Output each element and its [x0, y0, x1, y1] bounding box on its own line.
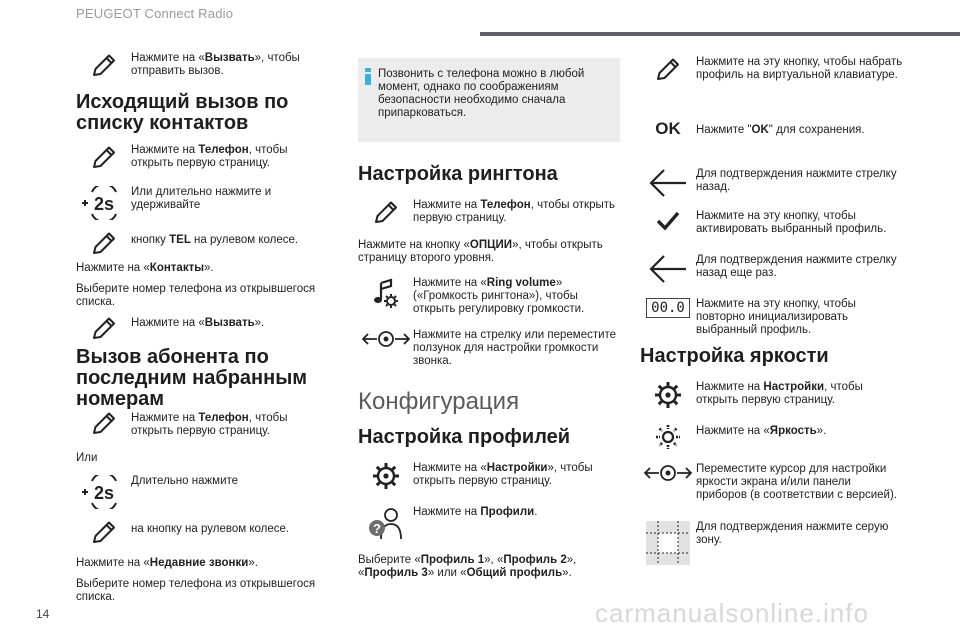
step-back-arrow: Для подтверждения нажмите стрелку назад. [640, 168, 905, 210]
step-long-press-2: 2s Длительно нажмите [76, 475, 331, 519]
settings-gear-icon [640, 381, 696, 409]
page-number: 14 [36, 607, 50, 621]
paragraph-recent: Нажмите на «Недавние звонки». [76, 557, 258, 569]
heading-ringtone: Настройка рингтона [358, 163, 558, 185]
heading-recent-calls: Вызов абонента по последним набранным номерам [76, 346, 308, 410]
svg-text:?: ? [372, 521, 381, 536]
info-box: Позвонить с телефона можно в любой момент, однако по соображениям безопасности необходимо сначала припарковаться. [358, 58, 620, 142]
heading-brightness: Настройка яркости [640, 345, 829, 367]
settings-gear-icon [358, 462, 413, 490]
step-virtual-keyboard: Нажмите на эту кнопку, чтобы набрать профиль на виртуальной клавиатуре. [640, 56, 905, 122]
pen-touch-icon [76, 394, 131, 438]
arrow-back-icon [640, 168, 696, 198]
column-3 [640, 56, 905, 571]
paragraph-select-profile: Выберите «Профиль 1», «Профиль 2», «Профиль 3» или «Общий профиль». [358, 554, 577, 579]
step-ok-save: OK Нажмите "OK" для сохранения. [640, 122, 905, 168]
pen-touch-icon [76, 144, 131, 172]
brightness-icon [640, 423, 696, 451]
step-brightness-slider: Переместите курсор для настройки яркости экрана и/или панели приборов (в соответствии с версией). [640, 463, 905, 521]
slider-arrows-icon [640, 463, 696, 483]
step-ring-volume: Нажмите на «Ring volume» («Громкость рингтона»), чтобы открыть регулировку громкости. [358, 277, 623, 329]
svg-text:2s: 2s [93, 483, 114, 503]
pen-touch-icon [640, 56, 696, 84]
watermark: carmanualsonline.info [595, 598, 869, 628]
step-open-settings: Нажмите на «Настройки», чтобы открыть первую страницу. [358, 462, 623, 506]
step-brightness: Нажмите на «Яркость». [640, 423, 905, 463]
column-1 [76, 52, 331, 604]
paragraph-contacts: Нажмите на «Контакты». [76, 262, 214, 274]
step-call: Нажмите на «Вызвать», чтобы отправить вызов. [76, 52, 331, 92]
paragraph-or: Или [76, 452, 98, 464]
step-profiles: ? Нажмите на Профили. [358, 506, 623, 546]
step-activate-profile: Нажмите на эту кнопку, чтобы активировать выбранный профиль. [640, 210, 905, 254]
slider-arrows-icon [358, 329, 413, 349]
pen-touch-icon [76, 230, 131, 258]
pen-touch-icon [76, 519, 131, 547]
step-open-settings-2: Нажмите на Настройки, чтобы открыть первую страницу. [640, 381, 905, 423]
paragraph-select-number-2: Выберите номер телефона из открывшегося списка. [76, 578, 316, 603]
info-icon [365, 68, 371, 85]
step-call-2: Нажмите на «Вызвать». [76, 315, 331, 347]
heading-outgoing-contacts: Исходящий вызов по списку контактов [76, 91, 289, 134]
music-note-gear-icon [358, 277, 413, 309]
pen-touch-icon [76, 315, 131, 343]
profile-question-icon [358, 506, 413, 542]
grey-zone-icon [640, 521, 696, 565]
step-open-phone: Нажмите на Телефон, чтобы открыть первую страницу. [76, 144, 331, 186]
paragraph-options: Нажмите на кнопку «ОПЦИИ», чтобы открыть страницу второго уровня. [358, 239, 603, 264]
arrow-back-icon [640, 254, 696, 284]
heading-profiles: Настройка профилей [358, 426, 571, 448]
hold-2s-icon [76, 186, 131, 220]
step-tel-button: кнопку TEL на рулевом колесе. [76, 230, 331, 262]
hold-2s-icon [76, 475, 131, 509]
heading-configuration: Конфигурация [358, 388, 520, 415]
step-wheel-button: на кнопку на рулевом колесе. [76, 519, 331, 557]
pen-touch-icon [358, 199, 413, 227]
header-bar [480, 32, 960, 36]
pen-touch-icon [76, 52, 131, 80]
step-open-phone-2: Нажмите на Телефон, чтобы открыть первую страницу. [76, 394, 331, 432]
step-reset-profile: 00.0 Нажмите на эту кнопку, чтобы повторно инициализировать выбранный профиль. [640, 298, 905, 346]
step-open-phone-3: Нажмите на Телефон, чтобы открыть первую страницу. [358, 199, 623, 239]
step-long-press: 2s Или длительно нажмите и удерживайте [76, 186, 331, 230]
reset-display-icon: 00.0 [640, 298, 696, 318]
step-grey-zone: Для подтверждения нажмите серую зону. [640, 521, 905, 571]
column-2 [358, 58, 623, 580]
running-header: PEUGEOT Connect Radio [76, 6, 234, 21]
step-volume-slider: Нажмите на стрелку или переместите ползунок для настройки громкости звонка. [358, 329, 623, 385]
checkmark-icon [640, 210, 696, 232]
paragraph-select-number: Выберите номер телефона из открывшегося списка. [76, 283, 316, 308]
svg-text:2s: 2s [93, 194, 114, 214]
ok-icon: OK [655, 119, 681, 138]
step-back-arrow-2: Для подтверждения нажмите стрелку назад еще раз. [640, 254, 905, 298]
